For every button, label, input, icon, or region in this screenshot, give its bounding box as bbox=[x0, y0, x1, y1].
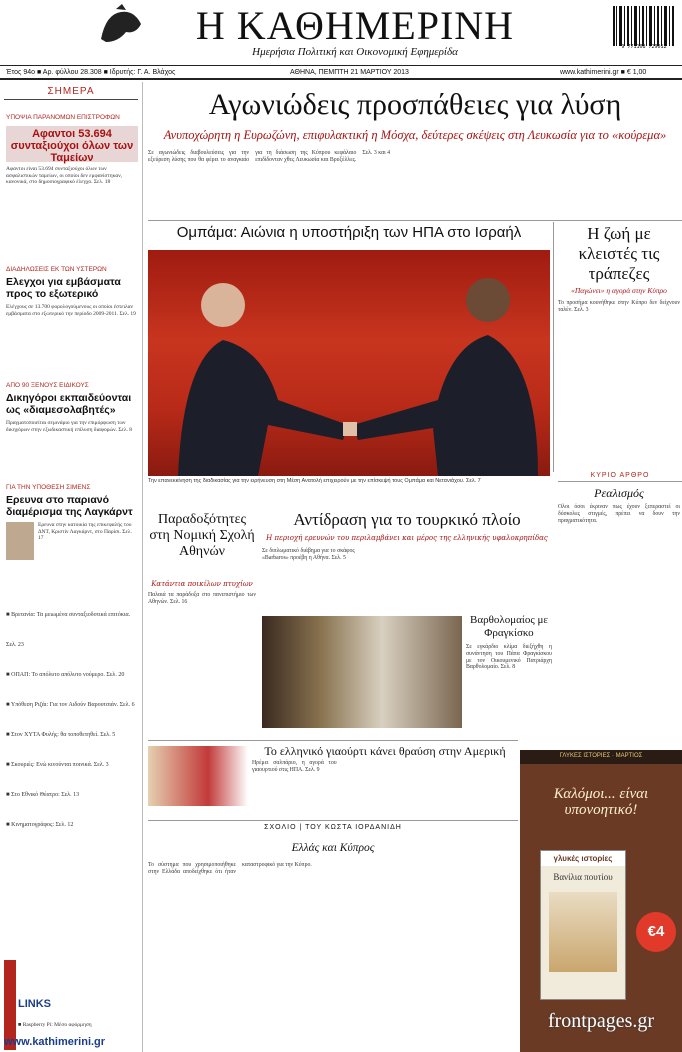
newspaper-title: Η ΚΑΘΗΜΕΡΙΝΗ bbox=[195, 3, 515, 48]
story-text: Ερευνα στην κατοικία της επικεφαλής του ΔΝΤ, Κριστίν Λαγκάρντ, στο Παρίσι. Σελ. 17 bbox=[38, 522, 132, 542]
briefs-list bbox=[6, 600, 138, 840]
barcode-icon bbox=[612, 6, 676, 46]
comment-label-text: ΣΧΟΛΙΟ bbox=[264, 824, 297, 831]
ad-book-title: γλυκές ιστορίες bbox=[541, 851, 625, 866]
yogurt-text: Ηρέμει σαλπάριο, η αγορά του γιαουρτιού στις ΗΠΑ. Σελ. 9 bbox=[252, 760, 337, 773]
divider bbox=[148, 220, 682, 221]
today-label: ΣΗΜΕΡΑ bbox=[4, 86, 138, 100]
brief-item[interactable]: ■ ΟΠΑΠ: Το απόλυτο απόλυτο νούμερο. Σελ. 20 bbox=[6, 672, 125, 678]
bartholomew-text: Σε εγκάρδιο κλίμα διεξήχθη η συνάντηση του Πάπα Φραγκίσκου με τον Οικουμενικό Πατριάρχη Βαρθολομαίο. Σελ. 8 bbox=[466, 644, 552, 671]
column-rule bbox=[553, 222, 554, 472]
comment-label: ΣΧΟΛΙΟ | ΤΟΥ ΚΩΣΤΑ ΙΟΡΔΑΝΙΔΗ bbox=[264, 824, 402, 831]
brief-item[interactable]: ■ Στο Εθνικό Θέατρο: Σελ. 13 bbox=[6, 792, 80, 798]
headline-remittances[interactable]: Ελεγχοι για εμβάσματα προς το εξωτερικό bbox=[6, 276, 121, 300]
banks-subheadline: «Παγώνει» η αγορά στην Κύπρο bbox=[571, 286, 667, 295]
turkish-ship-text: Σε διπλωματικό διάβημα για το σκάφος «Barbaros» προέβη η Αθήνα. Σελ. 5 bbox=[262, 548, 355, 561]
date-line: ΑΘΗΝΑ, ΠΕΜΠΤΗ 21 ΜΑΡΤΙΟΥ 2013 bbox=[290, 69, 409, 76]
ad-slogan: Καλόμοι... είναι υπονοητικό! bbox=[553, 786, 649, 818]
divider bbox=[148, 740, 518, 741]
website-link[interactable]: www.kathimerini.gr bbox=[4, 1036, 106, 1048]
banks-text: Το προσήμα κουνήθηκε στην Κύπρο δεν δείχνουν ταλέν. Σελ. 3 bbox=[558, 300, 680, 313]
brief-item[interactable]: ■ Υπόθεση Ριζάι: Για τον Αιδούν Βαρουτσιάν. Σελ. 6 bbox=[6, 702, 135, 708]
obama-netanyahu-photo bbox=[148, 250, 550, 476]
ad-banner: ΓΛΥΚΕΣ ΙΣΤΟΡΙΕΣ · ΜΑΡΤΙΟΣ bbox=[520, 750, 682, 764]
links-item[interactable]: ■ Raspberry Pi: Μέσο αφόρμηση bbox=[18, 1022, 92, 1028]
brief-item[interactable]: ■ Βρετανία: Τα μειωμένα συνταξιοδοτικά επιτόκια. Σελ. 23 bbox=[6, 612, 131, 648]
story-text: Ελέγχους σε 13.700 φορολογούμενους οι οποίοι έστειλαν εμβάσματα στο εξωτερικό την περίοδο 2009-2011. Σελ. 19 bbox=[6, 304, 136, 317]
law-school-headline[interactable]: Παραδοξότητες στη Νομική Σχολή Αθηνών bbox=[149, 512, 255, 559]
turkish-ship-sub: Η περιοχή ερευνών του περιλαμβάνει και μέρος της ελληνικής υφαλοκρηπίδας bbox=[266, 534, 548, 542]
headline-lawyers[interactable]: Δικηγόροι εκπαιδεύονται ως «διαμεσολαβητές» bbox=[6, 392, 132, 416]
brief-item[interactable]: ■ Σκουριές: Ενώ κινούνται ποινικά. Σελ. 3 bbox=[6, 762, 109, 768]
law-school-sub: Κατάντια ποικίλων πτυχίων bbox=[151, 580, 253, 588]
divider bbox=[148, 820, 518, 821]
brief-item[interactable]: ■ Στον ΧΥΤΑ Φυλής: θα τοποθετηθεί. Σελ. 5 bbox=[6, 732, 116, 738]
section-label: ΓΙΑ ΤΗΝ ΥΠΟΘΕΣΗ ΣΙΜΕΝΣ bbox=[6, 484, 91, 491]
headline-pensioners[interactable]: Αφαντοι 53.694 συνταξιούχοι όλων των Ταμείων bbox=[10, 128, 134, 164]
bartholomew-headline[interactable]: Βαρθολομαίος με Φραγκίσκο bbox=[470, 614, 548, 639]
comment-author: ΤΟΥ ΚΩΣΤΑ ΙΟΡΔΑΝΙΔΗ bbox=[305, 824, 402, 831]
handshake-illustration-icon bbox=[148, 250, 550, 476]
section-label: ΔΙΑΔΗΛΩΣΕΙΣ ΕΚ ΤΩΝ ΥΣΤΕΡΩΝ bbox=[6, 266, 107, 273]
lagarde-photo bbox=[6, 522, 34, 560]
yogurt-photo bbox=[148, 746, 248, 806]
editorial-label: ΚΥΡΙΟ ΑΡΘΡΟ bbox=[558, 472, 682, 482]
story-text: Πραγματοποιείται σεμινάριο για την επιμόρφωση των δικηγόρων στην εξωδικαστική επίλυση διαφορών. Σελ. 8 bbox=[6, 420, 133, 433]
lead-subheadline: Ανυποχώρητη η Ευρωζώνη, επιφυλακτική η Μόσχα, δεύτερες σκέψεις στη Λευκωσία για το «κούρεμα» bbox=[163, 128, 667, 142]
lead-headline[interactable]: Αγωνιώδεις προσπάθειες για λύση bbox=[208, 88, 622, 121]
headline-lagarde[interactable]: Ερευνα στο παριανό διαμέρισμα της Λαγκάρντ bbox=[6, 494, 133, 518]
obama-headline[interactable]: Ομπάμα: Αιώνια η υποστήριξη των ΗΠΑ στο Ισραήλ bbox=[176, 224, 522, 241]
editorial-headline[interactable]: Ρεαλισμός bbox=[594, 486, 644, 500]
section-label: ΑΠΟ 90 ΞΕΝΟΥΣ ΕΙΔΙΚΟΥΣ bbox=[6, 382, 89, 389]
left-column bbox=[0, 82, 143, 1052]
patriarch-pope-photo bbox=[262, 616, 462, 728]
issue-info: Έτος 94ο ■ Αρ. φύλλου 28.308 ■ Ιδρυτής: Γ. Α. Βλάχος bbox=[6, 69, 176, 76]
newspaper-subtitle: Ημερήσια Πολιτική και Οικονομική Εφημερίδα bbox=[252, 46, 458, 58]
turkish-ship-headline[interactable]: Αντίδραση για το τουρκικό πλοίο bbox=[293, 510, 521, 529]
ad-book-image bbox=[549, 892, 617, 972]
meta-line bbox=[0, 66, 682, 80]
section-label: ΥΠΟΨΙΑ ΠΑΡΑΝΟΜΩΝ ΕΠΙΣΤΡΟΦΩΝ bbox=[6, 114, 120, 121]
comment-headline[interactable]: Ελλάς και Κύπρος bbox=[291, 842, 375, 854]
lead-text: Σε αγωνιώδεις διαβουλεύσεις για την εξεύρεση λύσης που θα φέρει το αναγκαίο για τη διάσωση της Κύπρου κεφάλαιο επιδίδονταν χθες Λευκωσία και Βρυξέλλες. Σελ. 3 και 4 bbox=[148, 150, 391, 163]
barcode-number: 9 771108 729012 bbox=[621, 44, 667, 50]
ad-book-subtitle: Βανίλια πουτίου bbox=[553, 872, 613, 882]
ad-book bbox=[540, 850, 626, 1000]
site-price: www.kathimerini.gr ■ € 1,00 bbox=[560, 69, 647, 76]
comment-text: Το σύστημα που χρησιμοποιήθηκε στην Ελλάδα αποδείχθηκε ότι ήταν καταστροφικό για την Κύπρο. bbox=[148, 862, 312, 875]
brief-item[interactable]: ■ Κινηματογράφος: Σελ. 12 bbox=[6, 822, 74, 828]
lion-logo-icon bbox=[96, 4, 146, 44]
banks-headline[interactable]: Η ζωή με κλειστές τις τράπεζες bbox=[578, 224, 660, 283]
story-text: Αφαντοι είναι 53.694 συνταξιούχοι όλων των ασφαλιστικών ταμείων, οι οποίοι δεν εμφανίστηκαν, κανονικά, στο δημοσιογραφικό έλεγχο. Σελ. 18 bbox=[6, 166, 123, 186]
photo-caption: Την επανεκκίνηση της διαδικασίας για την ειρήνευση στη Μέση Ανατολή επιχειρούν με την επίσκεψή τους Ομπάμα και Νετανιάχου. Σελ. 7 bbox=[148, 478, 481, 484]
editorial-text: Ολοι όσοι έκριναν πως έχουν ξεπεραστεί οι δύσκολες στιγμές, πρέπει να δουν την πραγματικότητα. bbox=[558, 504, 680, 524]
ad-price-badge: €4 bbox=[636, 912, 676, 952]
law-school-text: Παλαιά τα παράδοξα στο πανεπιστήμιο των Αθηνών. Σελ. 16 bbox=[148, 592, 256, 605]
links-label: LINKS bbox=[18, 998, 51, 1010]
yogurt-headline[interactable]: Το ελληνικό γιαούρτι κάνει θραύση στην Αμερική bbox=[264, 744, 506, 758]
watermark: frontpages.gr bbox=[547, 1010, 655, 1032]
